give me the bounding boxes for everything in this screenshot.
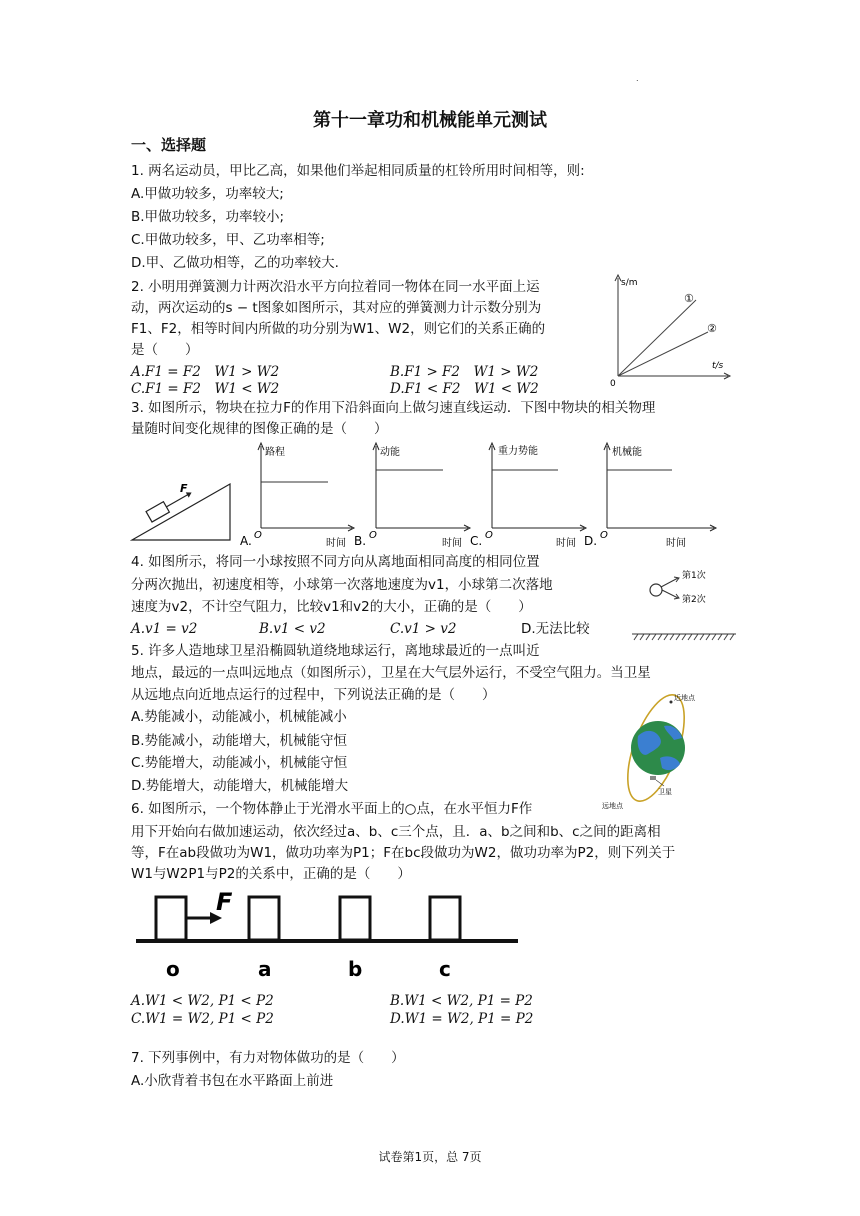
- line-2: [618, 332, 708, 376]
- q2-line-2: 动，两次运动的s − t图象如图所示，其对应的弹簧测力计示数分别为: [131, 300, 542, 316]
- q1-stem: 1. 两名运动员，甲比乙高，如果他们举起相同质量的杠铃所用时间相等，则:: [131, 163, 585, 179]
- q3-line-1: 3. 如图所示，物块在拉力F的作用下沿斜面向上做匀速直线运动．下图中物块的相关物理: [131, 400, 656, 416]
- box-a: [249, 897, 279, 940]
- graph-b-x-label: 时间: [442, 538, 462, 549]
- option-d-label: D.: [584, 534, 598, 548]
- origin-label: 0: [610, 379, 616, 389]
- q6-line-2: 用下开始向右做加速运动，依次经过a、b、c三个点，且．a、b之间和b、c之间的距离相: [131, 824, 661, 840]
- second-throw-label: 第2次: [682, 595, 706, 605]
- q5-option-b: B.势能减小，动能增大，机械能守恒: [131, 733, 348, 749]
- force-arrow: [166, 493, 190, 507]
- point-a-label: a: [258, 957, 272, 981]
- corner-mark: .: [636, 74, 639, 83]
- q2-option-a: A.F1 = F2 W1 > W2: [131, 364, 280, 380]
- q3-graph-d: [584, 443, 716, 549]
- first-throw-label: 第1次: [682, 571, 706, 581]
- page-title: 第十一章功和机械能单元测试: [313, 110, 547, 131]
- graph-a-origin: O: [254, 530, 262, 541]
- point-c-label: c: [439, 957, 451, 981]
- apogee-label: 远地点: [602, 802, 623, 810]
- q6-option-a: A.W1 < W2, P1 < P2: [131, 993, 274, 1009]
- q3-graph-options: [236, 438, 720, 550]
- q5-option-a: A.势能减小，动能减小，机械能减小: [131, 709, 347, 725]
- force-label: F: [180, 482, 188, 495]
- satellite-icon: [650, 776, 656, 780]
- q6-line-1: 6. 如图所示，一个物体静止于光滑水平面上的○点，在水平恒力F作: [131, 801, 533, 817]
- q5-option-d: D.势能增大，动能增大，机械能增大: [131, 778, 349, 794]
- graph-d-origin: O: [600, 530, 608, 541]
- option-a-label: A.: [240, 534, 252, 548]
- graph-c-y-label: 重力势能: [498, 446, 538, 457]
- graph-c-x-label: 时间: [556, 538, 576, 549]
- graph-a-x-label: 时间: [326, 538, 346, 549]
- q6-line-4: W1与W2P1与P2的关系中，正确的是（ ）: [131, 866, 411, 882]
- section-heading: 一、选择题: [131, 136, 207, 154]
- q1-option-c: C.甲做功较多，甲、乙功率相等;: [131, 232, 325, 248]
- graph-b-origin: O: [369, 530, 377, 541]
- option-c-label: C.: [470, 534, 483, 548]
- q4-throw-figure: [630, 562, 740, 646]
- q2-option-c: C.F1 = F2 W1 < W2: [131, 381, 280, 397]
- q6-option-c: C.W1 = W2, P1 < P2: [131, 1011, 274, 1027]
- q3-graph-c: [470, 443, 586, 549]
- box-o: [156, 897, 186, 940]
- q5-line-2: 地点，最远的一点叫远地点（如图所示），卫星在大气层外运行，不受空气阻力。当卫星: [131, 665, 651, 681]
- q3-incline-figure: [130, 476, 236, 544]
- q2-option-d: D.F1 < F2 W1 < W2: [390, 381, 539, 397]
- q3-line-2: 量随时间变化规律的图像正确的是（ ）: [131, 421, 388, 437]
- q2-line-1: 2. 小明用弹簧测力计两次沿水平方向拉着同一物体在同一水平面上运: [131, 279, 540, 295]
- x-label: t/s: [712, 361, 724, 371]
- q7-option-a: A.小欣背着书包在水平路面上前进: [131, 1073, 334, 1089]
- q5-option-c: C.势能增大，动能减小，机械能守恒: [131, 755, 348, 771]
- line-2-label: ②: [707, 322, 717, 335]
- ball: [650, 584, 662, 596]
- q3-graph-b: [354, 443, 470, 549]
- first-throw-arrow: [661, 578, 678, 587]
- satellite-label: 卫星: [658, 788, 672, 796]
- q2-line-3: F1、F2，相等时间内所做的功分别为W1、W2，则它们的关系正确的: [131, 321, 546, 337]
- graph-d-x-label: 时间: [666, 538, 686, 549]
- point-o-label: o: [166, 957, 180, 981]
- q6-motion-figure: [130, 884, 520, 984]
- q6-line-3: 等，F在ab段做功为W1，做功功率为P1；F在bc段做功为W2，做功功率为P2，则下列关于: [131, 845, 676, 861]
- y-label: s/m: [621, 278, 638, 288]
- q3-graph-a: [240, 443, 354, 549]
- q2-st-graph: [604, 272, 734, 390]
- block: [146, 502, 169, 522]
- graph-b-y-label: 动能: [380, 447, 400, 458]
- graph-a-y-label: 路程: [265, 447, 285, 458]
- line-1: [618, 300, 696, 376]
- q5-satellite-figure: [598, 688, 702, 810]
- page-footer: 试卷第1页，总 7页: [378, 1150, 482, 1164]
- second-throw-arrow: [662, 590, 678, 598]
- q6-option-d: D.W1 = W2, P1 = P2: [390, 1011, 534, 1027]
- q7-stem: 7. 下列事例中，有力对物体做功的是（ ）: [131, 1050, 405, 1066]
- q4-option-d: D.无法比较: [521, 621, 590, 637]
- q4-line-1: 4. 如图所示，将同一小球按照不同方向从离地面相同高度的相同位置: [131, 554, 540, 570]
- box-b: [340, 897, 370, 940]
- q6-option-b: B.W1 < W2, P1 = P2: [390, 993, 533, 1009]
- option-b-label: B.: [354, 534, 367, 548]
- q5-line-3: 从远地点向近地点运行的过程中，下列说法正确的是（ ）: [131, 687, 496, 703]
- box-c: [430, 897, 460, 940]
- q2-option-b: B.F1 > F2 W1 > W2: [390, 364, 539, 380]
- perigee-label: 近地点: [674, 694, 695, 702]
- q4-option-c: C.v1 > v2: [390, 621, 457, 637]
- q4-option-a: A.v1 = v2: [131, 621, 198, 637]
- q4-line-3: 速度为v2，不计空气阻力，比较v1和v2的大小，正确的是（ ）: [131, 599, 532, 615]
- q1-option-d: D.甲、乙做功相等，乙的功率较大.: [131, 255, 339, 271]
- line-1-label: ①: [684, 292, 694, 305]
- q5-line-1: 5. 许多人造地球卫星沿椭圆轨道绕地球运行，离地球最近的一点叫近: [131, 643, 540, 659]
- q1-option-a: A.甲做功较多，功率较大;: [131, 186, 284, 202]
- graph-d-y-label: 机械能: [612, 447, 642, 458]
- q1-option-b: B.甲做功较多，功率较小;: [131, 209, 285, 225]
- q2-line-4: 是（ ）: [131, 342, 199, 358]
- point-b-label: b: [348, 957, 363, 981]
- graph-c-origin: O: [485, 530, 493, 541]
- q4-option-b: B.v1 < v2: [259, 621, 326, 637]
- force-label: F: [216, 888, 233, 916]
- q4-line-2: 分两次抛出，初速度相等，小球第一次落地速度为v1，小球第二次落地: [131, 577, 553, 593]
